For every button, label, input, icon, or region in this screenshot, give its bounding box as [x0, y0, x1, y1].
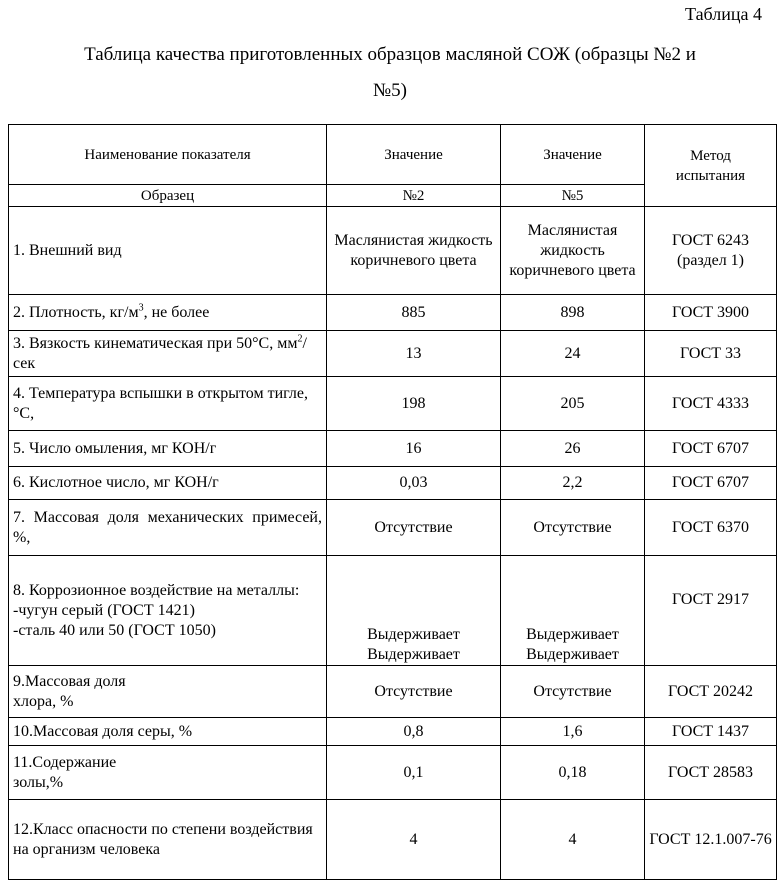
row-method: ГОСТ 12.1.007-76	[645, 800, 777, 880]
table-row	[9, 746, 777, 800]
quality-table	[8, 124, 777, 880]
row-value-b: 2,2	[501, 467, 645, 500]
table-row	[9, 295, 777, 331]
row-value-a: 885	[327, 295, 501, 331]
row-method: ГОСТ 1437	[645, 718, 777, 746]
row-method: ГОСТ 6707	[645, 431, 777, 467]
row-value-b: 26	[501, 431, 645, 467]
table-row	[9, 800, 777, 880]
row-value-a: Отсутствие	[327, 666, 501, 718]
table-row	[9, 377, 777, 431]
row-name: 6. Кислотное число, мг КОН/г	[9, 467, 327, 500]
row-method: ГОСТ 3900	[645, 295, 777, 331]
row-value-a: 0,1	[327, 746, 501, 800]
row-method: ГОСТ 33	[645, 331, 777, 377]
header-value-a: Значение	[327, 125, 501, 185]
row-method: ГОСТ 28583	[645, 746, 777, 800]
table-row	[9, 431, 777, 467]
row-value-a: Выдерживает Выдерживает	[327, 556, 501, 666]
table-row	[9, 500, 777, 556]
row-value-a: 4	[327, 800, 501, 880]
table-row	[9, 207, 777, 295]
row-name: 5. Число омыления, мг КОН/г	[9, 431, 327, 467]
row-method: ГОСТ 4333	[645, 377, 777, 431]
row-value-a: 0,8	[327, 718, 501, 746]
row-value-a: Маслянистая жидкость коричневого цвета	[327, 207, 501, 295]
header-method: Метод испытания	[645, 125, 777, 207]
table-number: Таблица 4	[685, 4, 762, 24]
row-value-b: 4	[501, 800, 645, 880]
header-sample-b: №5	[501, 185, 645, 207]
row-name: 12.Класс опасности по степени воздействия на организм человека	[9, 800, 327, 880]
row-value-b: Отсутствие	[501, 500, 645, 556]
table-row	[9, 718, 777, 746]
row-method: ГОСТ 20242	[645, 666, 777, 718]
row-method: ГОСТ 2917	[645, 556, 777, 666]
row-value-b: 898	[501, 295, 645, 331]
table-row	[9, 467, 777, 500]
row-value-b: Выдерживает Выдерживает	[501, 556, 645, 666]
row-value-a: Отсутствие	[327, 500, 501, 556]
table-row	[9, 666, 777, 718]
table-row	[9, 556, 777, 666]
row-name: 3. Вязкость кинематическая при 50°С, $мм^2$/сек	[9, 331, 327, 377]
row-value-b: Маслянистая жидкость коричневого цвета	[501, 207, 645, 295]
row-value-a: 16	[327, 431, 501, 467]
row-name: 11.Содержание золы,%	[9, 746, 327, 800]
page-title-continued: №5)	[373, 80, 407, 101]
row-name: 7. Массовая доля механических примесей, %,	[9, 500, 327, 556]
header-sample-a: №2	[327, 185, 501, 207]
header-value-b: Значение	[501, 125, 645, 185]
row-name: 4. Температура вспышки в открытом тигле, °С,	[9, 377, 327, 431]
row-method: ГОСТ 6370	[645, 500, 777, 556]
row-method: ГОСТ 6243 (раздел 1)	[645, 207, 777, 295]
row-value-b: 24	[501, 331, 645, 377]
header-name: Наименование показателя	[9, 125, 327, 185]
page-title: Таблица качества приготовленных образцов масляной СОЖ (образцы №2 и	[84, 44, 696, 65]
table-row	[9, 331, 777, 377]
row-name: 1. Внешний вид	[9, 207, 327, 295]
row-value-b: 205	[501, 377, 645, 431]
row-name: 2. Плотность, $кг/м^3$, не более	[9, 295, 327, 331]
row-method: ГОСТ 6707	[645, 467, 777, 500]
row-value-b: 0,18	[501, 746, 645, 800]
row-value-a: 198	[327, 377, 501, 431]
row-name: 8. Коррозионное воздействие на металлы: -чугун серый (ГОСТ 1421) -сталь 40 или 50 (ГОСТ 1050)	[9, 556, 327, 666]
row-value-a: 13	[327, 331, 501, 377]
row-value-b: Отсутствие	[501, 666, 645, 718]
row-value-a: 0,03	[327, 467, 501, 500]
row-name: 9.Массовая доля хлора, %	[9, 666, 327, 718]
header-sample-label: Образец	[9, 185, 327, 207]
row-value-b: 1,6	[501, 718, 645, 746]
row-name: 10.Массовая доля серы, %	[9, 718, 327, 746]
